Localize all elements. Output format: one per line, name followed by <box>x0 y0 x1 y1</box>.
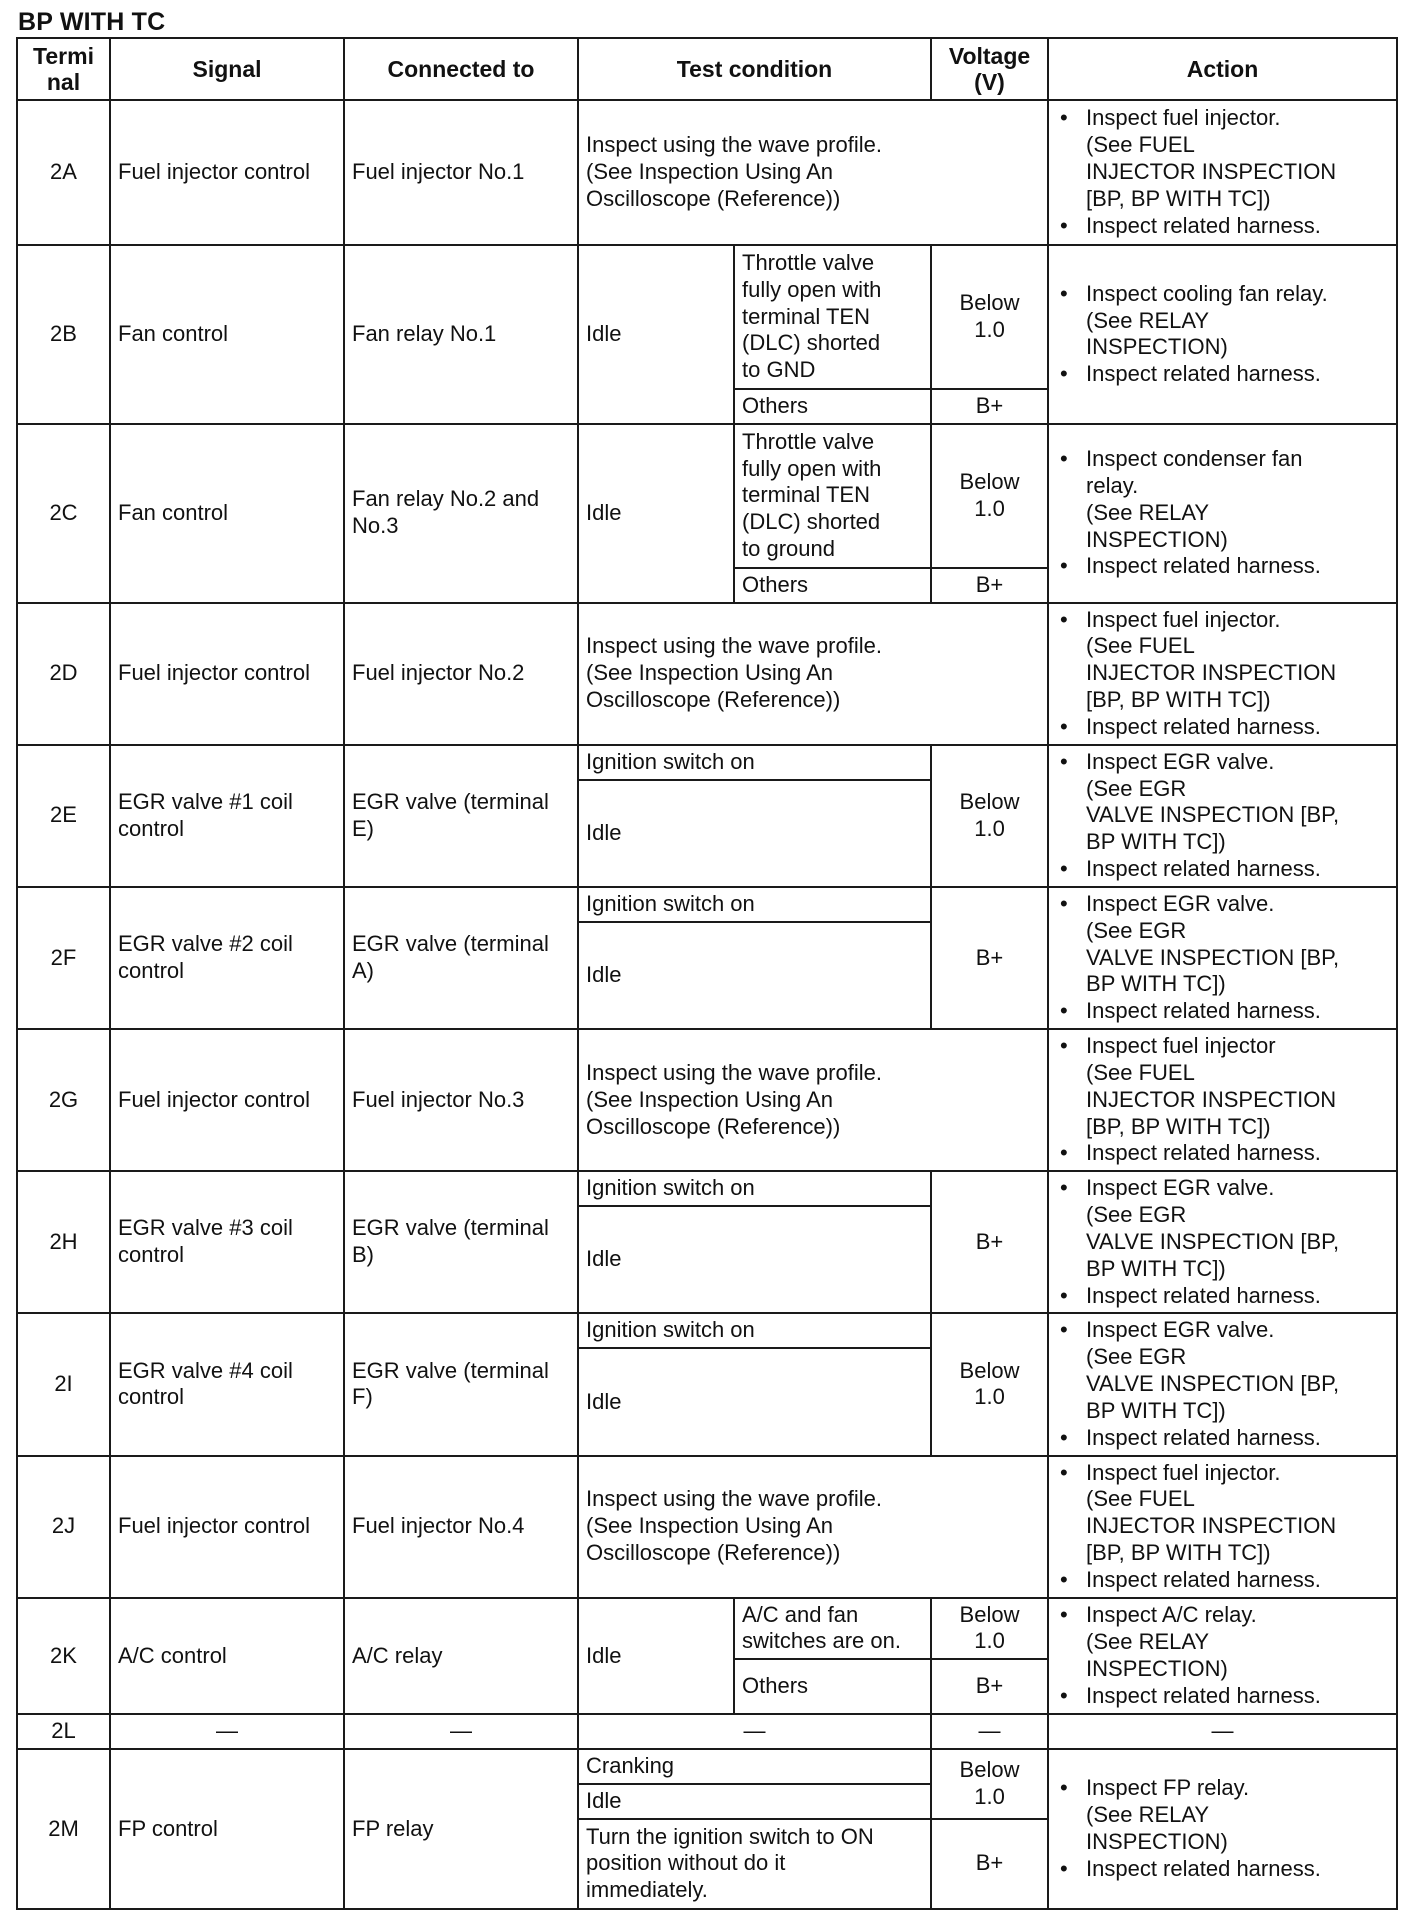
connected-cell: EGR valve (terminal E) <box>344 745 578 887</box>
action-line: • Inspect EGR valve. <box>1086 1317 1275 1343</box>
action-line: • Inspect related harness. <box>1086 713 1321 739</box>
connected-cell: Fuel injector No.4 <box>344 1456 578 1598</box>
action-line: INJECTOR INSPECTION <box>1086 1086 1337 1112</box>
condition-line: Throttle valve <box>742 428 875 454</box>
action-line: (See FUEL <box>1086 132 1195 158</box>
action-cell <box>1048 887 1397 1029</box>
action-cell <box>1048 424 1397 603</box>
voltage-cell <box>931 745 1048 887</box>
action-item <box>1086 998 1389 1025</box>
table-row <box>17 1313 1397 1348</box>
table-row <box>17 1598 1397 1660</box>
test-condition-cell: — <box>578 1714 931 1749</box>
condition-line: switches are on. <box>742 1628 901 1654</box>
action-item <box>1086 446 1389 553</box>
header-row <box>17 38 1397 100</box>
action-line: • Inspect related harness. <box>1086 553 1321 579</box>
action-cell <box>1048 1313 1397 1455</box>
condition-cell: Idle <box>578 1598 734 1715</box>
action-item <box>1086 856 1389 883</box>
voltage-cell <box>931 1749 1048 1819</box>
sub-condition-cell <box>734 1598 931 1660</box>
voltage-line: Below <box>959 469 1020 494</box>
action-item <box>1086 607 1389 714</box>
terminal-cell: 2H <box>17 1171 110 1313</box>
condition-line: Oscilloscope (Reference)) <box>586 185 841 211</box>
action-line: • Inspect related harness. <box>1086 1424 1321 1450</box>
action-cell <box>1048 1029 1397 1171</box>
sub-condition-cell: Others <box>734 389 931 424</box>
voltage-line: Below <box>959 1757 1020 1783</box>
connected-cell: FP relay <box>344 1749 578 1909</box>
voltage-cell <box>931 1313 1048 1455</box>
action-cell <box>1048 245 1397 424</box>
action-item <box>1086 553 1389 580</box>
table-row <box>17 603 1397 745</box>
condition-cell: Idle <box>578 1206 931 1313</box>
action-line: • Inspect related harness. <box>1086 856 1321 882</box>
action-line: BP WITH TC]) <box>1086 1397 1226 1423</box>
action-line: • Inspect fuel injector <box>1086 1033 1276 1059</box>
voltage-line: 1.0 <box>974 1628 1005 1654</box>
voltage-cell <box>931 1598 1048 1660</box>
action-line: [BP, BP WITH TC]) <box>1086 687 1271 713</box>
connected-cell: A/C relay <box>344 1598 578 1715</box>
header-connected-to: Connected to <box>344 38 578 100</box>
condition-line: to GND <box>742 357 816 383</box>
action-cell <box>1048 1749 1397 1909</box>
voltage-cell: B+ <box>931 1659 1048 1714</box>
voltage-line: 1.0 <box>974 815 1005 841</box>
connected-cell: EGR valve (terminal B) <box>344 1171 578 1313</box>
sub-condition-cell: Others <box>734 568 931 603</box>
signal-cell: Fuel injector control <box>110 603 344 745</box>
test-condition-cell <box>578 603 1048 745</box>
condition-line: to ground <box>742 536 835 562</box>
signal-cell: Fuel injector control <box>110 100 344 245</box>
voltage-cell: B+ <box>931 887 1048 1029</box>
action-item <box>1086 1033 1389 1140</box>
action-line: • Inspect fuel injector. <box>1086 105 1281 131</box>
action-line: (See RELAY <box>1086 1802 1210 1828</box>
action-line: BP WITH TC]) <box>1086 829 1226 855</box>
connected-cell: Fuel injector No.1 <box>344 100 578 245</box>
action-line: (See RELAY <box>1086 1629 1210 1655</box>
voltage-line: 1.0 <box>974 1783 1005 1809</box>
connected-cell: — <box>344 1714 578 1749</box>
action-line: (See RELAY <box>1086 307 1210 333</box>
sub-condition-cell <box>734 424 931 568</box>
action-cell <box>1048 603 1397 745</box>
action-item <box>1086 1140 1389 1167</box>
signal-cell: Fuel injector control <box>110 1029 344 1171</box>
condition-line: fully open with <box>742 455 882 481</box>
signal-cell: FP control <box>110 1749 344 1909</box>
action-line: INSPECTION) <box>1086 526 1228 552</box>
signal-cell: — <box>110 1714 344 1749</box>
action-line: • Inspect related harness. <box>1086 1566 1321 1592</box>
action-line: VALVE INSPECTION [BP, <box>1086 802 1340 828</box>
connected-cell: EGR valve (terminal F) <box>344 1313 578 1455</box>
voltage-cell: B+ <box>931 1819 1048 1909</box>
signal-cell: Fan control <box>110 424 344 603</box>
condition-cell: Ignition switch on <box>578 745 931 780</box>
table-row <box>17 1456 1397 1598</box>
terminal-cell: 2E <box>17 745 110 887</box>
condition-line: Inspect using the wave profile. <box>586 1059 882 1085</box>
condition-line: Oscilloscope (Reference)) <box>586 1539 841 1565</box>
connected-cell: Fuel injector No.3 <box>344 1029 578 1171</box>
header-terminal: Termi nal <box>17 38 110 100</box>
action-item <box>1086 105 1389 212</box>
voltage-cell: B+ <box>931 568 1048 603</box>
header-test-condition: Test condition <box>578 38 931 100</box>
header-signal: Signal <box>110 38 344 100</box>
terminal-cell: 2M <box>17 1749 110 1909</box>
sub-condition-cell <box>734 245 931 389</box>
action-line: • Inspect condenser fan <box>1086 446 1303 472</box>
signal-cell: A/C control <box>110 1598 344 1715</box>
action-item <box>1086 714 1389 741</box>
action-cell <box>1048 100 1397 245</box>
condition-line: terminal TEN <box>742 482 870 508</box>
terminal-cell: 2A <box>17 100 110 245</box>
condition-line: position without do it <box>586 1850 786 1876</box>
action-line: • Inspect related harness. <box>1086 998 1321 1024</box>
action-item <box>1086 1317 1389 1424</box>
action-line: (See EGR <box>1086 1202 1187 1228</box>
condition-line: (See Inspection Using An <box>586 1513 834 1539</box>
condition-line: immediately. <box>586 1877 708 1903</box>
voltage-line: 1.0 <box>974 317 1005 342</box>
action-line: • Inspect cooling fan relay. <box>1086 280 1328 306</box>
condition-line: (DLC) shorted <box>742 330 881 356</box>
signal-cell: EGR valve #1 coil control <box>110 745 344 887</box>
terminal-cell: 2I <box>17 1313 110 1455</box>
action-item <box>1086 1856 1389 1883</box>
sub-condition-cell: Others <box>734 1659 931 1714</box>
action-cell <box>1048 1456 1397 1598</box>
condition-cell: Idle <box>578 424 734 603</box>
header-voltage: Voltage (V) <box>931 38 1048 100</box>
terminal-cell: 2B <box>17 245 110 424</box>
condition-cell: Idle <box>578 245 734 424</box>
header-action: Action <box>1048 38 1397 100</box>
condition-line: fully open with <box>742 276 882 302</box>
table-row <box>17 1714 1397 1749</box>
test-condition-cell <box>578 1456 1048 1598</box>
voltage-line: 1.0 <box>974 495 1005 521</box>
condition-cell: Ignition switch on <box>578 1313 931 1348</box>
action-line: • Inspect related harness. <box>1086 1682 1321 1708</box>
condition-line: Turn the ignition switch to ON <box>586 1823 874 1849</box>
action-line: (See EGR <box>1086 775 1187 801</box>
action-line: INJECTOR INSPECTION <box>1086 1513 1337 1539</box>
action-line: INSPECTION) <box>1086 1655 1228 1681</box>
condition-cell: Ignition switch on <box>578 887 931 922</box>
action-line: • Inspect EGR valve. <box>1086 1175 1275 1201</box>
table-row <box>17 745 1397 780</box>
action-line: [BP, BP WITH TC]) <box>1086 1539 1271 1565</box>
condition-line: (See Inspection Using An <box>586 660 834 686</box>
action-line: BP WITH TC]) <box>1086 1255 1226 1281</box>
voltage-line: Below <box>959 1357 1020 1383</box>
condition-line: A/C and fan <box>742 1601 859 1627</box>
action-item <box>1086 281 1389 361</box>
table-row <box>17 100 1397 245</box>
action-item <box>1086 1602 1389 1682</box>
action-line: • Inspect EGR valve. <box>1086 748 1275 774</box>
action-line: • Inspect EGR valve. <box>1086 890 1275 916</box>
voltage-cell: B+ <box>931 1171 1048 1313</box>
terminal-cell: 2J <box>17 1456 110 1598</box>
action-item <box>1086 1425 1389 1452</box>
action-line: VALVE INSPECTION [BP, <box>1086 944 1340 970</box>
terminal-cell: 2L <box>17 1714 110 1749</box>
voltage-line: Below <box>959 1601 1020 1627</box>
condition-cell: Idle <box>578 922 931 1029</box>
action-item <box>1086 1775 1389 1855</box>
action-line: VALVE INSPECTION [BP, <box>1086 1371 1340 1397</box>
condition-cell: Cranking <box>578 1749 931 1784</box>
voltage-cell: B+ <box>931 389 1048 424</box>
table-row <box>17 1029 1397 1171</box>
condition-line: Inspect using the wave profile. <box>586 132 882 158</box>
action-line: • Inspect fuel injector. <box>1086 606 1281 632</box>
signal-cell: Fuel injector control <box>110 1456 344 1598</box>
action-cell <box>1048 1171 1397 1313</box>
signal-cell: EGR valve #4 coil control <box>110 1313 344 1455</box>
action-line: (See FUEL <box>1086 633 1195 659</box>
action-item <box>1086 1175 1389 1282</box>
action-item <box>1086 749 1389 856</box>
action-line: • Inspect FP relay. <box>1086 1775 1250 1801</box>
terminal-cell: 2C <box>17 424 110 603</box>
voltage-cell <box>931 245 1048 389</box>
action-item <box>1086 361 1389 388</box>
condition-line: Inspect using the wave profile. <box>586 633 882 659</box>
test-condition-cell <box>578 1029 1048 1171</box>
condition-line: terminal TEN <box>742 303 870 329</box>
condition-line: Throttle valve <box>742 249 875 275</box>
connected-cell: Fuel injector No.2 <box>344 603 578 745</box>
action-line: VALVE INSPECTION [BP, <box>1086 1228 1340 1254</box>
condition-line: Oscilloscope (Reference)) <box>586 1113 841 1139</box>
signal-cell: Fan control <box>110 245 344 424</box>
condition-line: (See Inspection Using An <box>586 1086 834 1112</box>
table-row <box>17 1171 1397 1206</box>
action-line: INSPECTION) <box>1086 1828 1228 1854</box>
action-item <box>1086 1283 1389 1310</box>
action-line: BP WITH TC]) <box>1086 971 1226 997</box>
condition-cell: Idle <box>578 1348 931 1455</box>
action-item <box>1086 891 1389 998</box>
condition-cell: Idle <box>578 1784 931 1819</box>
connected-cell: Fan relay No.1 <box>344 245 578 424</box>
action-cell: — <box>1048 1714 1397 1749</box>
action-line: • Inspect related harness. <box>1086 1282 1321 1308</box>
terminal-cell: 2D <box>17 603 110 745</box>
terminal-cell: 2F <box>17 887 110 1029</box>
voltage-cell: — <box>931 1714 1048 1749</box>
action-line: • Inspect fuel injector. <box>1086 1459 1281 1485</box>
action-line: (See RELAY <box>1086 499 1210 525</box>
condition-cell: Ignition switch on <box>578 1171 931 1206</box>
action-line: [BP, BP WITH TC]) <box>1086 185 1271 211</box>
condition-line: Inspect using the wave profile. <box>586 1486 882 1512</box>
test-condition-cell <box>578 100 1048 245</box>
terminal-cell: 2K <box>17 1598 110 1715</box>
condition-line: Oscilloscope (Reference)) <box>586 687 841 713</box>
action-cell <box>1048 1598 1397 1715</box>
action-item <box>1086 1683 1389 1710</box>
condition-cell: Idle <box>578 780 931 887</box>
table-row <box>17 887 1397 922</box>
signal-cell: EGR valve #3 coil control <box>110 1171 344 1313</box>
table-row <box>17 424 1397 568</box>
action-line: INSPECTION) <box>1086 334 1228 360</box>
condition-cell <box>578 1819 931 1909</box>
action-line: INJECTOR INSPECTION <box>1086 159 1337 185</box>
action-line: (See FUEL <box>1086 1059 1195 1085</box>
page-title: BP WITH TC <box>18 8 166 36</box>
action-item <box>1086 1567 1389 1594</box>
action-line: (See EGR <box>1086 917 1187 943</box>
action-line: • Inspect related harness. <box>1086 212 1321 238</box>
condition-line: (DLC) shorted <box>742 509 881 535</box>
action-line: • Inspect related harness. <box>1086 1140 1321 1166</box>
connected-cell: Fan relay No.2 and No.3 <box>344 424 578 603</box>
voltage-line: Below <box>959 789 1020 815</box>
terminal-cell: 2G <box>17 1029 110 1171</box>
connected-cell: EGR valve (terminal A) <box>344 887 578 1029</box>
action-line: (See FUEL <box>1086 1486 1195 1512</box>
table-row <box>17 1749 1397 1784</box>
action-cell <box>1048 745 1397 887</box>
signal-cell: EGR valve #2 coil control <box>110 887 344 1029</box>
action-line: relay. <box>1086 473 1139 498</box>
action-line: • Inspect related harness. <box>1086 1855 1321 1881</box>
action-line: • Inspect A/C relay. <box>1086 1602 1257 1628</box>
voltage-line: Below <box>959 290 1020 316</box>
condition-line: (See Inspection Using An <box>586 159 834 185</box>
action-line: • Inspect related harness. <box>1086 361 1321 387</box>
voltage-line: 1.0 <box>974 1384 1005 1410</box>
action-item <box>1086 1460 1389 1567</box>
voltage-cell <box>931 424 1048 568</box>
action-line: (See EGR <box>1086 1344 1187 1370</box>
terminal-table <box>16 37 1398 1910</box>
action-item <box>1086 213 1389 240</box>
table-row <box>17 245 1397 389</box>
action-line: INJECTOR INSPECTION <box>1086 660 1337 686</box>
action-line: [BP, BP WITH TC]) <box>1086 1113 1271 1139</box>
